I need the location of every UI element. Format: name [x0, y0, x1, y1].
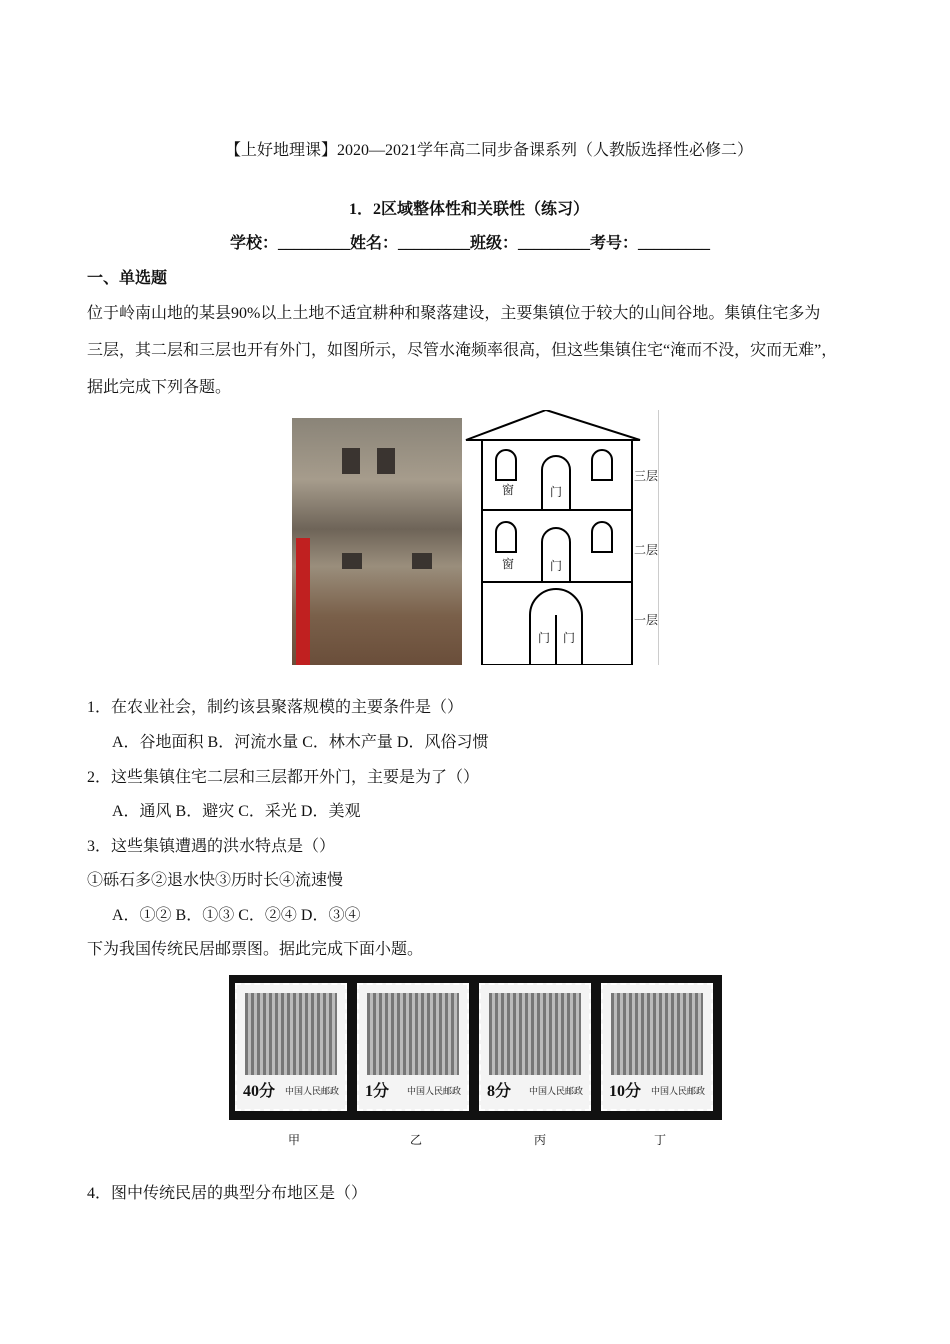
question-2-options: A．通风 B．避灾 C．采光 D．美观 [112, 803, 361, 820]
section-heading: 一、单选题 [87, 270, 168, 287]
question-1: 1．在农业社会，制约该县聚落规模的主要条件是（） [87, 699, 464, 716]
intro-line: 位于岭南山地的某县90%以上土地不适宜耕种和聚落建设，主要集镇位于较大的山间谷地。集镇住宅多为 [87, 305, 821, 322]
stamp-yi: 1分 中国人民邮政 [357, 983, 469, 1111]
student-info-line: 学校：_________姓名：_________班级：_________考号：_________ [230, 235, 711, 252]
floor-label: 三层 [634, 469, 659, 483]
question-2: 2．这些集镇住宅二层和三层都开外门，主要是为了（） [87, 769, 480, 786]
window-label: 窗 [502, 483, 515, 497]
stamp-label: 丁 [654, 1133, 667, 1147]
question-3-options: A．①② B．①③ C．②④ D．③④ [112, 907, 361, 924]
intro-stamps: 下为我国传统民居邮票图。据此完成下面小题。 [87, 941, 424, 958]
floor-label: 一层 [634, 613, 659, 627]
door-label: 门 [538, 631, 551, 645]
intro-line: 三层，其二层和三层也开有外门，如图所示，尽管水淹频率很高，但这些集镇住宅“淹而不没，灾而无难”， [87, 342, 838, 359]
house-photo [292, 418, 462, 665]
door-label: 门 [550, 485, 563, 499]
window-label: 窗 [502, 557, 515, 571]
stamps-image [229, 975, 722, 1120]
page-title: 1．2区域整体性和关联性（练习） [349, 201, 590, 218]
stamp-ding: 10分 中国人民邮政 [601, 983, 713, 1111]
house-diagram [462, 410, 659, 665]
intro-line: 据此完成下列各题。 [87, 379, 232, 396]
stamp-bing: 8分 中国人民邮政 [479, 983, 591, 1111]
floor-label: 二层 [634, 543, 659, 557]
door-label: 门 [550, 559, 563, 573]
question-4: 4．图中传统民居的典型分布地区是（） [87, 1185, 368, 1202]
stamp-jia: 40分 中国人民邮政 [235, 983, 347, 1111]
question-1-options: A．谷地面积 B．河流水量 C．林木产量 D．风俗习惯 [112, 734, 489, 751]
question-3-statements: ①砾石多②退水快③历时长④流速慢 [87, 872, 344, 889]
stamp-label: 甲 [288, 1133, 301, 1147]
stamp-label: 丙 [534, 1133, 547, 1147]
stamp-label: 乙 [410, 1133, 423, 1147]
series-header: 【上好地理课】2020—2021学年高二同步备课系列（人教版选择性必修二） [225, 142, 754, 159]
door-label: 门 [563, 631, 576, 645]
question-3: 3．这些集镇遭遇的洪水特点是（） [87, 838, 336, 855]
